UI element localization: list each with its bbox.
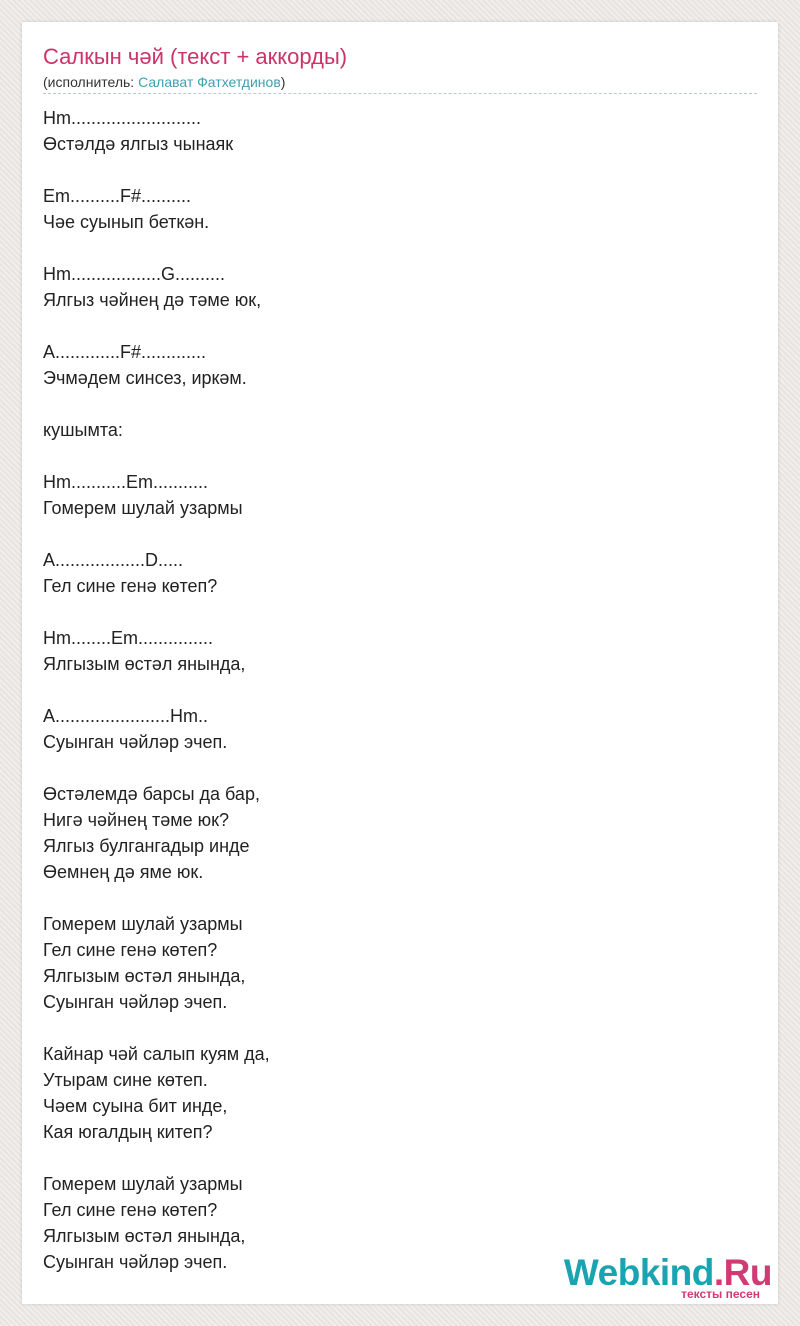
artist-link[interactable]: Салават Фатхетдинов — [138, 74, 281, 90]
page-title: Салкын чәй (текст + аккорды) — [43, 44, 348, 69]
divider — [43, 93, 757, 94]
artist-prefix: (исполнитель: — [43, 74, 139, 90]
lyrics-card — [22, 22, 778, 1304]
site-logo[interactable] — [564, 1254, 772, 1300]
artist-suffix: ) — [280, 74, 286, 90]
artist-line — [43, 73, 285, 91]
logo-ru-text: .Ru — [713, 1252, 772, 1293]
logo-subtitle: тексты песен — [681, 1287, 760, 1301]
logo-main-text: Webkind — [563, 1252, 714, 1293]
lyrics-text: Hm.......................... Өстәлдә ялгыз чынаяк Em..........F#.......... Чәе суынып беткән. Hm..................G.......... Ялгыз чәйнең дә тәме юк, A.............F#............. Эчмәдем синсез, иркәм. кушымта: Hm...........Em........... Гомерем шулай узармы A..................D..... Гел сине генә көтеп? Hm........Em............... Ялгызым өстәл янында, A.......................Hm.. Суынган чәйләр эчеп. Өстәлемдә барсы да бар, Нигә чәйнең тәме юк? Ялгыз булгангадыр инде Өемнең дә яме юк. Гомерем шулай узармы Гел сине генә көтеп? Ялгызым өстәл янында, Суынган чәйләр эчеп. Кайнар чәй салып куям да, Утырам сине көтеп. Чәем суына бит инде, Кая югалдың китеп? Гомерем шулай узармы Гел сине генә көтеп? Ялгызым өстәл янында, Суынган чәйләр эчеп. — [43, 108, 270, 1272]
